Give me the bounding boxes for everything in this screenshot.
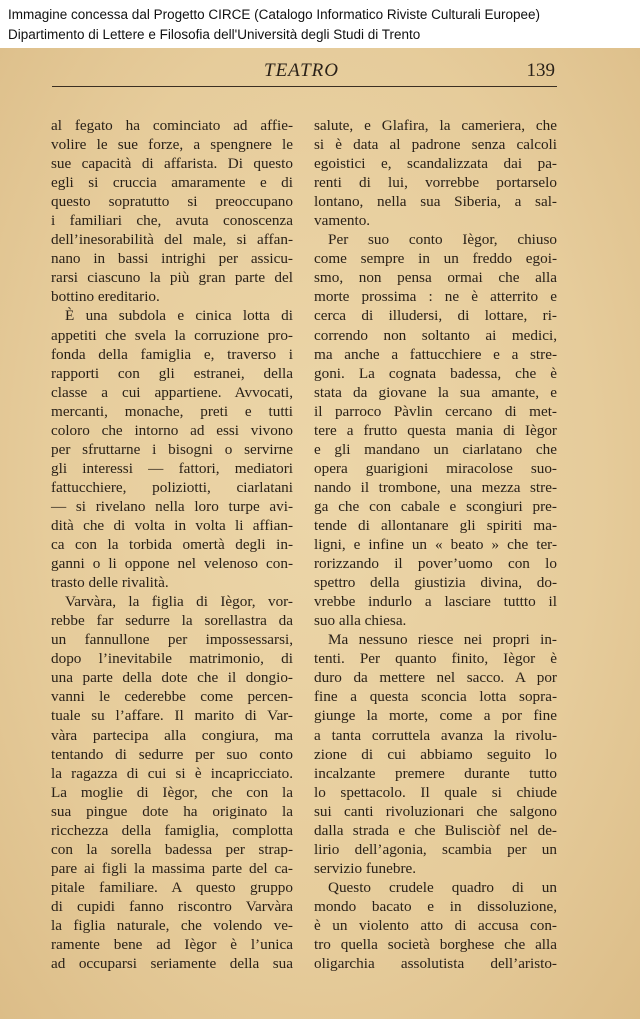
text-line: al fegato ha cominciato ad affie- (51, 117, 293, 134)
text-line: vàra partecipa alla congiura, ma (51, 726, 293, 744)
text-line: rapporti con gli estranei, della (51, 364, 293, 382)
text-line: incalzante premere durante tutto (314, 764, 557, 782)
text-line: tro quella società borghese che alla (314, 936, 557, 954)
text-line: questo sopratutto si preoccupano (51, 193, 293, 211)
text-line: tere a frutto questa mania di Iègor (314, 421, 557, 439)
text-line: è un violento atto di accusa con- (314, 916, 557, 934)
text-line: oligarchia assolutista dell’aristo- (314, 955, 557, 973)
text-line: rebbe far sedurre la sorellastra da (51, 612, 293, 630)
text-line: volire le sue forze, a spengnere le (51, 136, 293, 154)
text-line: e gli mandano un ciarlatano che (314, 440, 557, 458)
text-line: una parte della dote che il dongio- (51, 669, 293, 687)
right-text-column (314, 116, 557, 973)
text-line: È una subdola e cinica lotta di (65, 307, 293, 325)
text-line: la figlia naturale, che volendo ve- (51, 916, 293, 934)
text-line: Varvàra, la figlia di Iègor, vor- (65, 593, 293, 611)
text-line: gli interessi — fattori, mediatori (51, 459, 293, 477)
text-line: Ma nessuno riesce nei propri in- (328, 631, 557, 649)
text-line: lirio dell’agonia, scambia per un (314, 840, 557, 858)
text-line: il parroco Pàvlin cercano di met- (314, 402, 557, 420)
text-line: ricchezza della famiglia, complotta (51, 821, 293, 839)
text-line: a tanta corruttela avanza la rivolu- (314, 726, 557, 744)
text-line: la ragazza di cui si è incapricciato. (51, 764, 293, 782)
text-line: trasto delle rivalità. (51, 574, 169, 592)
left-text-column (51, 116, 293, 973)
text-line: nano in bassi intrighi per assicu- (51, 250, 293, 268)
text-line: renti di lui, vorrebbe portarselo (314, 174, 557, 192)
text-line: tende di allontanare gli spiriti ma- (314, 516, 557, 534)
text-line: per sfruttarne i bisogni o servirne (51, 440, 293, 458)
text-line: opera guarigioni miracolose suo- (314, 459, 557, 477)
text-line: suo alla chiesa. (314, 612, 407, 630)
text-line: vrebbe indurlo a lasciare tuttto il (314, 593, 557, 611)
text-line: nando il trombone, una mezza stre- (314, 478, 557, 496)
text-line: tuale su l’affare. Il marito di Var- (51, 707, 293, 725)
section-title: TEATRO (264, 60, 339, 81)
text-line: ma anche a fattucchiere e a stre- (314, 345, 557, 363)
text-line: ganni o li oppone nel velenoso con- (51, 555, 293, 573)
text-line: pare ai figli la massima parte del ca- (51, 859, 293, 877)
text-line: mondo bacato e in dissoluzione, (314, 897, 557, 915)
text-line: fine a questa sconcia lotta sopra- (314, 688, 557, 706)
text-line: fonda della famiglia e, traverso i (51, 345, 293, 363)
text-line: ramente bene ad Iègor è l’unica (51, 936, 293, 954)
page-number: 139 (526, 60, 555, 81)
text-line: di cupidi fanno riscontro Varvàra (51, 897, 293, 915)
text-line: come sempre in un freddo egoi- (314, 250, 557, 268)
text-line: pitale familiare. A questo gruppo (51, 878, 293, 896)
text-line: — si rivelano nella loro turpe avi- (51, 497, 293, 515)
text-line: sui canti rivoluzionari che salgono (314, 802, 557, 820)
text-line: zione di cui abbiamo seguito lo (314, 745, 557, 763)
text-line: Questo crudele quadro di un (328, 878, 557, 896)
text-line: si è data al padrone senza calcoli (314, 136, 557, 154)
running-header (52, 58, 557, 87)
text-line: ad occuparsi seriamente della sua (51, 955, 293, 973)
text-line: Per suo conto Iègor, chiuso (328, 231, 557, 249)
text-line: vamento. (314, 212, 371, 230)
text-line: egli si cruccia amaramente e di (51, 174, 293, 192)
text-line: duro da mettere nel sacco. A por (314, 669, 557, 687)
text-line: rarsi ciascuno la più gran parte del (51, 269, 293, 287)
text-line: dalla strada e che Bulisciòf nel de- (314, 821, 557, 839)
text-line: La moglie di Iègor, che con la (51, 783, 293, 801)
text-line: spettro della giustizia divina, do- (314, 574, 557, 592)
text-line: ligni, e infine un « beato » che ter- (314, 536, 557, 554)
text-line: cerca di illudersi, di lottare, ri- (314, 307, 557, 325)
text-line: salute, e Glafira, la cameriera, che (314, 117, 557, 134)
text-line: dità che di volta in volta li affian- (51, 516, 293, 534)
text-line: sua pingue dote ha originato la (51, 802, 293, 820)
text-line: coloro che intorno ad essi vivono (51, 421, 293, 439)
text-line: dopo l’inevitabile matrimonio, di (51, 650, 293, 668)
text-line: lontano, nella sua Siberia, a sal- (314, 193, 557, 211)
banner-line-2: Dipartimento di Lettere e Filosofia dell'Università degli Studi di Trento (8, 27, 421, 42)
text-line: con la sorella badessa per strap- (51, 840, 293, 858)
text-line: un fannullone per impossessarsi, (51, 631, 293, 649)
text-line: vanni le cederebbe come percen- (51, 688, 293, 706)
banner-line-1: Immagine concessa dal Progetto CIRCE (Catalogo Informatico Riviste Culturali Europee) (8, 7, 540, 22)
text-line: lo spettacolo. Il quale si chiude (314, 783, 557, 801)
text-line: classe a cui appartiene. Avvocati, (51, 383, 293, 401)
text-line: mercanti, monache, preti e tutti (51, 402, 293, 420)
text-line: giunge la morte, come a por fine (314, 707, 557, 725)
text-line: smo, non pensa ormai che alla (314, 269, 557, 287)
text-line: servizio funebre. (314, 859, 417, 877)
text-line: egoistici e, scandalizzata dai pa- (314, 155, 557, 173)
text-line: stata da giovane la sua amante, e (314, 383, 557, 401)
text-line: tenti. Per quanto finito, Iègor è (314, 650, 557, 668)
text-line: rorizzando il pover’uomo con lo (314, 555, 557, 573)
text-line: tentando di sedurre per suo conto (51, 745, 293, 763)
text-line: appetiti che svela la corruzione pro- (51, 326, 293, 344)
text-line: ca con la torbida omertà degli in- (51, 536, 293, 554)
text-line: ga che con cabale e scongiuri pre- (314, 497, 557, 515)
text-line: sue capacità di affarista. Di questo (51, 155, 293, 173)
text-line: fattucchiere, poliziotti, ciarlatani (51, 478, 293, 496)
text-line: dell’inesorabilità del male, si affan- (51, 231, 293, 249)
text-line: correndo non soltanto ai medici, (314, 326, 557, 344)
source-banner (0, 0, 640, 48)
text-line: bottino ereditario. (51, 288, 160, 306)
text-line: morte prossima : ne è atterrito e (314, 288, 557, 306)
text-line: i familiari che, avuta conoscenza (51, 212, 293, 230)
text-line: goni. La cognata badessa, che è (314, 364, 557, 382)
